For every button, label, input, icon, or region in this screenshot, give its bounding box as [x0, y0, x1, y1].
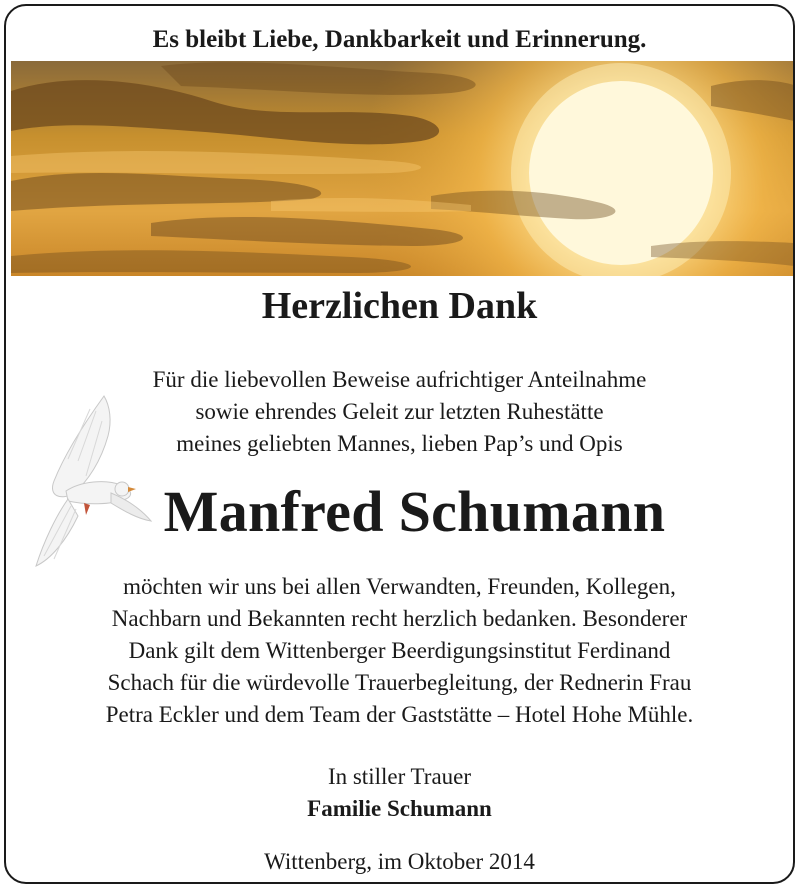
motto-text: Es bleibt Liebe, Dankbarkeit und Erinnerung. — [152, 26, 647, 53]
intro-line: meines geliebten Mannes, lieben Pap’s und Opis — [176, 431, 623, 456]
place-date: Wittenberg, im Oktober 2014 — [264, 849, 535, 874]
notice-frame — [4, 4, 795, 884]
mourning-phrase: In stiller Trauer — [327, 764, 472, 789]
sunset-sky-image — [11, 61, 794, 276]
intro-line: sowie ehrendes Geleit zur letzten Ruhestätte — [195, 399, 604, 424]
body-line: Petra Eckler und dem Team der Gaststätte – Hotel Hohe Mühle. — [105, 702, 694, 727]
body-line: Schach für die würdevolle Trauerbegleitung, der Rednerin Frau — [107, 670, 692, 695]
deceased-name: Manfred Schumann — [163, 479, 666, 544]
body-line: Dank gilt dem Wittenberger Beerdigungsinstitut Ferdinand — [128, 638, 671, 663]
body-line: möchten wir uns bei allen Verwandten, Freunden, Kollegen, — [123, 574, 676, 599]
thanks-paragraph — [6, 571, 793, 731]
signature-block — [6, 761, 793, 825]
page-title: Herzlichen Dank — [261, 285, 538, 327]
intro-line: Für die liebevollen Beweise aufrichtiger Anteilnahme — [152, 367, 647, 392]
body-line: Nachbarn und Bekannten recht herzlich bedanken. Besonderer — [111, 606, 688, 631]
family-signature: Familie Schumann — [307, 796, 492, 821]
